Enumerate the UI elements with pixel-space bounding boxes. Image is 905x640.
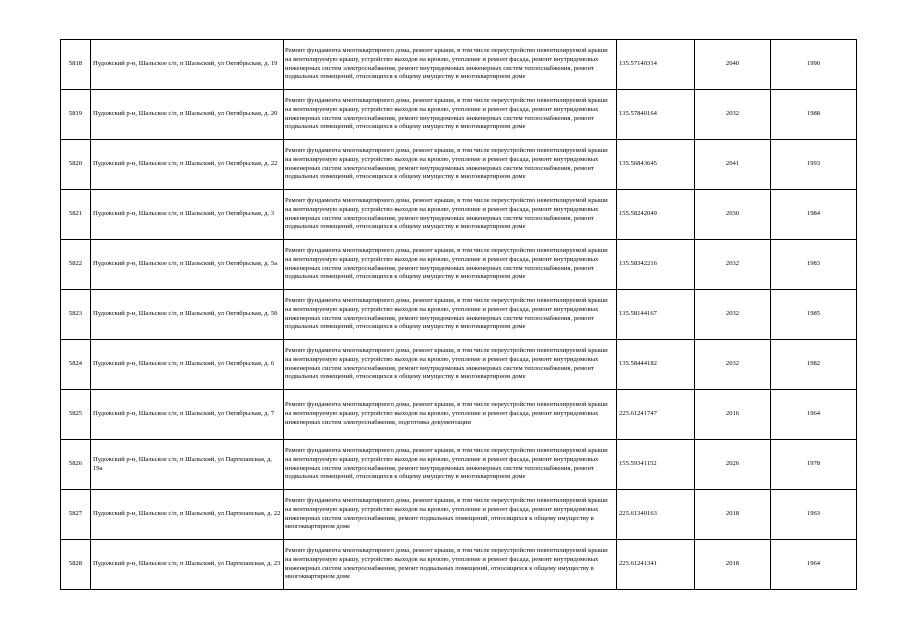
works-cell: Ремонт фундамента многоквартирного дома, ремонт крыши, в том числе переустройство невентилируемой крыши на вентилируемую крышу, устройство выходов на кровлю, утепление и ремонт фасада, ремонт внутридомовых инженерных систем электроснабжения, ремонт внутридомовых инженерных систем теплоснабжения, ремонт подвальных помещений, относящихся к общему имуществу в многоквартирном доме [284,140,617,190]
cost-cell: 135.56843645 [617,140,695,190]
built-year-cell: 1993 [771,140,857,190]
works-cell: Ремонт фундамента многоквартирного дома, ремонт крыши, в том числе переустройство невентилируемой крыши на вентилируемую крышу, устройство выходов на кровлю, утепление и ремонт фасада, ремонт внутридомовых инженерных систем электроснабжения, ремонт внутридомовых инженерных систем теплоснабжения, ремонт подвальных помещений, относящихся к общему имуществу в многоквартирном доме [284,340,617,390]
address-cell: Пудожский р-н, Шальское с/п, п Шальский, ул Партизанская, д. 23 [91,540,284,590]
table-row [61,240,857,290]
built-year-cell: 1990 [771,40,857,90]
repair-year-cell: 2026 [695,440,771,490]
repair-year-cell: 2018 [695,540,771,590]
address-cell: Пудожский р-н, Шальское с/п, п Шальский, ул Партизанская, д. 19а [91,440,284,490]
cost-cell: 225.61340163 [617,490,695,540]
cost-cell: 135.58342216 [617,240,695,290]
table-row [61,390,857,440]
address-cell: Пудожский р-н, Шальское с/п, п Шальский, ул Партизанская, д. 22 [91,490,284,540]
cost-cell: 155.58242049 [617,190,695,240]
built-year-cell: 1964 [771,390,857,440]
works-cell: Ремонт фундамента многоквартирного дома, ремонт крыши, в том числе переустройство невентилируемой крыши на вентилируемую крышу, устройство выходов на кровлю, утепление и ремонт фасада, ремонт внутридомовых инженерных систем электроснабжения, ремонт внутридомовых инженерных систем теплоснабжения, ремонт подвальных помещений, относящихся к общему имуществу в многоквартирном доме [284,440,617,490]
row-number: 5827 [61,490,91,540]
row-number: 5819 [61,90,91,140]
repair-year-cell: 2016 [695,390,771,440]
works-cell: Ремонт фундамента многоквартирного дома, ремонт крыши, в том числе переустройство невентилируемой крыши на вентилируемую крышу, устройство выходов на кровлю, утепление и ремонт фасада, ремонт внутридомовых инженерных систем электроснабжения, ремонт подвальных помещений, относящихся к общему имуществу в многоквартирном доме [284,490,617,540]
repair-year-cell: 2030 [695,190,771,240]
table-row [61,490,857,540]
row-number: 5825 [61,390,91,440]
table-row [61,40,857,90]
built-year-cell: 1983 [771,240,857,290]
repair-year-cell: 2018 [695,490,771,540]
address-cell: Пудожский р-н, Шальское с/п, п Шальский, ул Октябрьская, д. 19 [91,40,284,90]
built-year-cell: 1978 [771,440,857,490]
repair-year-cell: 2032 [695,290,771,340]
address-cell: Пудожский р-н, Шальское с/п, п Шальский, ул Октябрьская, д. 22 [91,140,284,190]
cost-cell: 155.59341152 [617,440,695,490]
row-number: 5820 [61,140,91,190]
works-cell: Ремонт фундамента многоквартирного дома, ремонт крыши, в том числе переустройство невентилируемой крыши на вентилируемую крышу, устройство выходов на кровлю, утепление и ремонт фасада, ремонт внутридомовых инженерных систем электроснабжения, ремонт внутридомовых инженерных систем теплоснабжения, ремонт подвальных помещений, относящихся к общему имуществу в многоквартирном доме [284,40,617,90]
table-row [61,90,857,140]
table-row [61,190,857,240]
address-cell: Пудожский р-н, Шальское с/п, п Шальский, ул Октябрьская, д. 5а [91,240,284,290]
table-row [61,540,857,590]
address-cell: Пудожский р-н, Шальское с/п, п Шальский, ул Октябрьская, д. 5б [91,290,284,340]
row-number: 5823 [61,290,91,340]
repair-year-cell: 2040 [695,40,771,90]
row-number: 5822 [61,240,91,290]
repair-year-cell: 2041 [695,140,771,190]
works-cell: Ремонт фундамента многоквартирного дома, ремонт крыши, в том числе переустройство невентилируемой крыши на вентилируемую крышу, устройство выходов на кровлю, утепление и ремонт фасада, ремонт внутридомовых инженерных систем электроснабжения, ремонт внутридомовых инженерных систем теплоснабжения, ремонт подвальных помещений, относящихся к общему имуществу в многоквартирном доме [284,190,617,240]
table-row [61,440,857,490]
works-cell: Ремонт фундамента многоквартирного дома, ремонт крыши, в том числе переустройство невентилируемой крыши на вентилируемую крышу, устройство выходов на кровлю, утепление и ремонт фасада, ремонт внутридомовых инженерных систем электроснабжения, ремонт внутридомовых инженерных систем теплоснабжения, ремонт подвальных помещений, относящихся к общему имуществу в многоквартирном доме [284,90,617,140]
built-year-cell: 1963 [771,490,857,540]
built-year-cell: 1964 [771,540,857,590]
cost-cell: 225.61241341 [617,540,695,590]
row-number: 5824 [61,340,91,390]
repair-year-cell: 2032 [695,240,771,290]
address-cell: Пудожский р-н, Шальское с/п, п Шальский, ул Октябрьская, д. 6 [91,340,284,390]
table-row [61,290,857,340]
table-body [61,40,857,590]
row-number: 5818 [61,40,91,90]
cost-cell: 135.58144167 [617,290,695,340]
capital-repair-table [60,39,857,590]
address-cell: Пудожский р-н, Шальское с/п, п Шальский, ул Октябрьская, д. 3 [91,190,284,240]
row-number: 5821 [61,190,91,240]
cost-cell: 135.57840164 [617,90,695,140]
cost-cell: 135.57140314 [617,40,695,90]
works-cell: Ремонт фундамента многоквартирного дома, ремонт крыши, в том числе переустройство невентилируемой крыши на вентилируемую крышу, устройство выходов на кровлю, утепление и ремонт фасада, ремонт внутридомовых инженерных систем электроснабжения, подготовка документации [284,390,617,440]
table-row [61,340,857,390]
cost-cell: 135.58444182 [617,340,695,390]
address-cell: Пудожский р-н, Шальское с/п, п Шальский, ул Октябрьская, д. 20 [91,90,284,140]
address-cell: Пудожский р-н, Шальское с/п, п Шальский, ул Октябрьская, д. 7 [91,390,284,440]
built-year-cell: 1985 [771,290,857,340]
cost-cell: 225.61241747 [617,390,695,440]
works-cell: Ремонт фундамента многоквартирного дома, ремонт крыши, в том числе переустройство невентилируемой крыши на вентилируемую крышу, устройство выходов на кровлю, утепление и ремонт фасада, ремонт внутридомовых инженерных систем электроснабжения, ремонт внутридомовых инженерных систем теплоснабжения, ремонт подвальных помещений, относящихся к общему имуществу в многоквартирном доме [284,240,617,290]
row-number: 5826 [61,440,91,490]
built-year-cell: 1982 [771,340,857,390]
works-cell: Ремонт фундамента многоквартирного дома, ремонт крыши, в том числе переустройство невентилируемой крыши на вентилируемую крышу, устройство выходов на кровлю, утепление и ремонт фасада, ремонт внутридомовых инженерных систем электроснабжения, ремонт подвальных помещений, относящихся к общему имуществу в многоквартирном доме [284,540,617,590]
built-year-cell: 1984 [771,190,857,240]
repair-year-cell: 2032 [695,90,771,140]
row-number: 5828 [61,540,91,590]
built-year-cell: 1988 [771,90,857,140]
works-cell: Ремонт фундамента многоквартирного дома, ремонт крыши, в том числе переустройство невентилируемой крыши на вентилируемую крышу, устройство выходов на кровлю, утепление и ремонт фасада, ремонт внутридомовых инженерных систем электроснабжения, ремонт внутридомовых инженерных систем теплоснабжения, ремонт подвальных помещений, относящихся к общему имуществу в многоквартирном доме [284,290,617,340]
table-row [61,140,857,190]
repair-year-cell: 2032 [695,340,771,390]
